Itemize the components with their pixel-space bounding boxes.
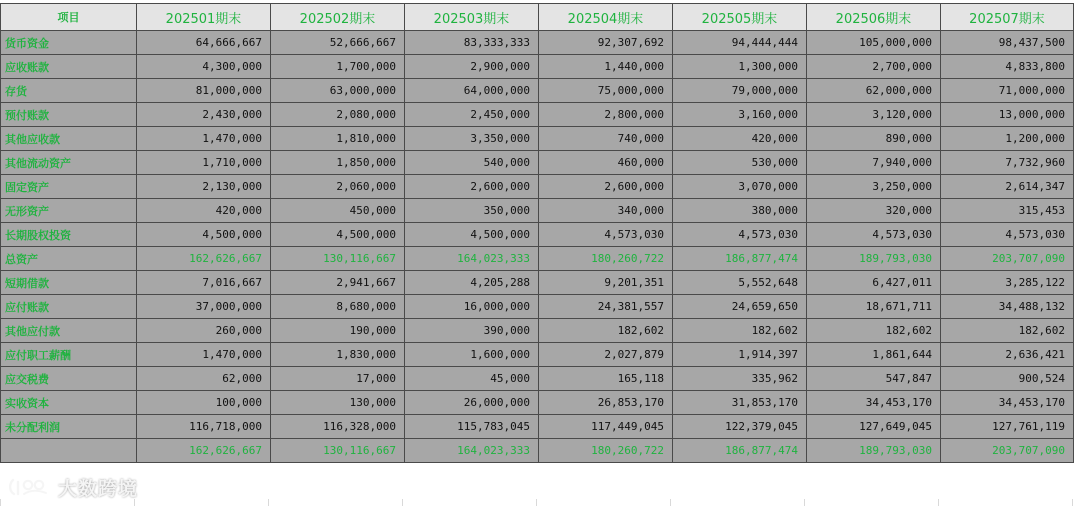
value-cell: 1,810,000	[271, 127, 405, 151]
table-row	[1, 223, 1074, 247]
value-cell: 3,160,000	[673, 103, 807, 127]
value-cell: 62,000,000	[807, 79, 941, 103]
value-cell: 127,649,045	[807, 415, 941, 439]
header-period: 202507期末	[941, 4, 1074, 31]
value-cell: 130,000	[271, 391, 405, 415]
value-cell: 186,877,474	[673, 439, 807, 463]
value-cell: 189,793,030	[807, 439, 941, 463]
watermark-text: 大数跨境	[58, 477, 139, 500]
table-row	[1, 151, 1074, 175]
value-cell: 1,830,000	[271, 343, 405, 367]
row-label: 存货	[1, 79, 137, 103]
value-cell: 2,130,000	[137, 175, 271, 199]
value-cell: 1,200,000	[941, 127, 1074, 151]
value-cell: 64,000,000	[405, 79, 539, 103]
row-label: 应付账款	[1, 295, 137, 319]
value-cell: 203,707,090	[941, 247, 1074, 271]
value-cell: 81,000,000	[137, 79, 271, 103]
value-cell: 2,600,000	[539, 175, 673, 199]
value-cell: 189,793,030	[807, 247, 941, 271]
row-label: 短期借款	[1, 271, 137, 295]
value-cell: 2,600,000	[405, 175, 539, 199]
value-cell: 4,500,000	[271, 223, 405, 247]
value-cell: 1,710,000	[137, 151, 271, 175]
value-cell: 62,000	[137, 367, 271, 391]
value-cell: 180,260,722	[539, 247, 673, 271]
row-label: 其他应收款	[1, 127, 137, 151]
value-cell: 380,000	[673, 199, 807, 223]
value-cell: 1,300,000	[673, 55, 807, 79]
table-row	[1, 79, 1074, 103]
value-cell: 1,700,000	[271, 55, 405, 79]
table-row	[1, 127, 1074, 151]
value-cell: 315,453	[941, 199, 1074, 223]
value-cell: 34,453,170	[941, 391, 1074, 415]
value-cell: 164,023,333	[405, 247, 539, 271]
value-cell: 182,602	[807, 319, 941, 343]
value-cell: 94,444,444	[673, 31, 807, 55]
value-cell: 3,070,000	[673, 175, 807, 199]
value-cell: 2,900,000	[405, 55, 539, 79]
table-row	[1, 391, 1074, 415]
value-cell: 2,027,879	[539, 343, 673, 367]
row-label: 未分配利润	[1, 415, 137, 439]
sheet-gridlines	[0, 499, 1080, 506]
value-cell: 2,700,000	[807, 55, 941, 79]
value-cell: 16,000,000	[405, 295, 539, 319]
value-cell: 127,761,119	[941, 415, 1074, 439]
row-label: 应交税费	[1, 367, 137, 391]
value-cell: 165,118	[539, 367, 673, 391]
table-row	[1, 343, 1074, 367]
value-cell: 1,600,000	[405, 343, 539, 367]
table-row	[1, 271, 1074, 295]
value-cell: 4,573,030	[941, 223, 1074, 247]
value-cell: 1,470,000	[137, 343, 271, 367]
value-cell: 100,000	[137, 391, 271, 415]
value-cell: 190,000	[271, 319, 405, 343]
value-cell: 45,000	[405, 367, 539, 391]
value-cell: 79,000,000	[673, 79, 807, 103]
value-cell: 13,000,000	[941, 103, 1074, 127]
table-body	[1, 31, 1074, 463]
value-cell: 3,285,122	[941, 271, 1074, 295]
value-cell: 460,000	[539, 151, 673, 175]
table-row	[1, 439, 1074, 463]
value-cell: 4,500,000	[405, 223, 539, 247]
value-cell: 320,000	[807, 199, 941, 223]
value-cell: 540,000	[405, 151, 539, 175]
value-cell: 31,853,170	[673, 391, 807, 415]
row-label: 总资产	[1, 247, 137, 271]
header-period: 202506期末	[807, 4, 941, 31]
row-label: 其他应付款	[1, 319, 137, 343]
value-cell: 2,800,000	[539, 103, 673, 127]
row-label: 应付职工薪酬	[1, 343, 137, 367]
value-cell: 335,962	[673, 367, 807, 391]
table-row	[1, 295, 1074, 319]
header-row	[1, 4, 1074, 31]
row-label: 货币资金	[1, 31, 137, 55]
value-cell: 1,914,397	[673, 343, 807, 367]
header-period: 202501期末	[137, 4, 271, 31]
header-item: 项目	[1, 4, 137, 31]
value-cell: 26,853,170	[539, 391, 673, 415]
value-cell: 8,680,000	[271, 295, 405, 319]
value-cell: 1,850,000	[271, 151, 405, 175]
value-cell: 2,060,000	[271, 175, 405, 199]
value-cell: 17,000	[271, 367, 405, 391]
balance-sheet-table	[0, 3, 1074, 463]
value-cell: 130,116,667	[271, 247, 405, 271]
value-cell: 450,000	[271, 199, 405, 223]
value-cell: 3,250,000	[807, 175, 941, 199]
header-period: 202503期末	[405, 4, 539, 31]
value-cell: 116,718,000	[137, 415, 271, 439]
value-cell: 2,430,000	[137, 103, 271, 127]
value-cell: 105,000,000	[807, 31, 941, 55]
row-label: 实收资本	[1, 391, 137, 415]
value-cell: 52,666,667	[271, 31, 405, 55]
value-cell: 26,000,000	[405, 391, 539, 415]
value-cell: 203,707,090	[941, 439, 1074, 463]
value-cell: 4,833,800	[941, 55, 1074, 79]
value-cell: 92,307,692	[539, 31, 673, 55]
value-cell: 18,671,711	[807, 295, 941, 319]
table-row	[1, 31, 1074, 55]
table-row	[1, 199, 1074, 223]
watermark	[8, 474, 138, 500]
value-cell: 162,626,667	[137, 439, 271, 463]
value-cell: 4,500,000	[137, 223, 271, 247]
value-cell: 6,427,011	[807, 271, 941, 295]
row-label: 无形资产	[1, 199, 137, 223]
value-cell: 83,333,333	[405, 31, 539, 55]
row-label: 固定资产	[1, 175, 137, 199]
value-cell: 115,783,045	[405, 415, 539, 439]
value-cell: 1,861,644	[807, 343, 941, 367]
value-cell: 4,205,288	[405, 271, 539, 295]
value-cell: 390,000	[405, 319, 539, 343]
value-cell: 116,328,000	[271, 415, 405, 439]
table-row	[1, 367, 1074, 391]
row-label: 其他流动资产	[1, 151, 137, 175]
row-label: 应收账款	[1, 55, 137, 79]
row-label: 长期股权投资	[1, 223, 137, 247]
value-cell: 340,000	[539, 199, 673, 223]
value-cell: 71,000,000	[941, 79, 1074, 103]
value-cell: 182,602	[673, 319, 807, 343]
header-period: 202502期末	[271, 4, 405, 31]
value-cell: 2,080,000	[271, 103, 405, 127]
table-row	[1, 415, 1074, 439]
value-cell: 547,847	[807, 367, 941, 391]
value-cell: 164,023,333	[405, 439, 539, 463]
value-cell: 740,000	[539, 127, 673, 151]
value-cell: 9,201,351	[539, 271, 673, 295]
value-cell: 7,732,960	[941, 151, 1074, 175]
table-row	[1, 175, 1074, 199]
value-cell: 260,000	[137, 319, 271, 343]
value-cell: 3,350,000	[405, 127, 539, 151]
value-cell: 64,666,667	[137, 31, 271, 55]
value-cell: 130,116,667	[271, 439, 405, 463]
header-period: 202505期末	[673, 4, 807, 31]
value-cell: 2,614,347	[941, 175, 1074, 199]
row-label	[1, 439, 137, 463]
header-period: 202504期末	[539, 4, 673, 31]
value-cell: 3,120,000	[807, 103, 941, 127]
value-cell: 2,636,421	[941, 343, 1074, 367]
value-cell: 530,000	[673, 151, 807, 175]
value-cell: 4,573,030	[807, 223, 941, 247]
value-cell: 63,000,000	[271, 79, 405, 103]
table-row	[1, 319, 1074, 343]
table-row	[1, 103, 1074, 127]
value-cell: 1,470,000	[137, 127, 271, 151]
value-cell: 24,381,557	[539, 295, 673, 319]
row-label: 预付账款	[1, 103, 137, 127]
value-cell: 34,488,132	[941, 295, 1074, 319]
value-cell: 186,877,474	[673, 247, 807, 271]
value-cell: 1,440,000	[539, 55, 673, 79]
value-cell: 24,659,650	[673, 295, 807, 319]
value-cell: 7,940,000	[807, 151, 941, 175]
value-cell: 98,437,500	[941, 31, 1074, 55]
value-cell: 7,016,667	[137, 271, 271, 295]
value-cell: 4,573,030	[673, 223, 807, 247]
value-cell: 4,300,000	[137, 55, 271, 79]
value-cell: 350,000	[405, 199, 539, 223]
value-cell: 162,626,667	[137, 247, 271, 271]
value-cell: 182,602	[941, 319, 1074, 343]
value-cell: 122,379,045	[673, 415, 807, 439]
value-cell: 75,000,000	[539, 79, 673, 103]
value-cell: 4,573,030	[539, 223, 673, 247]
value-cell: 117,449,045	[539, 415, 673, 439]
value-cell: 37,000,000	[137, 295, 271, 319]
value-cell: 900,524	[941, 367, 1074, 391]
value-cell: 2,941,667	[271, 271, 405, 295]
value-cell: 2,450,000	[405, 103, 539, 127]
brand-logo-icon	[8, 476, 54, 498]
value-cell: 180,260,722	[539, 439, 673, 463]
table-row	[1, 55, 1074, 79]
value-cell: 420,000	[137, 199, 271, 223]
value-cell: 890,000	[807, 127, 941, 151]
value-cell: 34,453,170	[807, 391, 941, 415]
value-cell: 182,602	[539, 319, 673, 343]
value-cell: 5,552,648	[673, 271, 807, 295]
table-row	[1, 247, 1074, 271]
value-cell: 420,000	[673, 127, 807, 151]
